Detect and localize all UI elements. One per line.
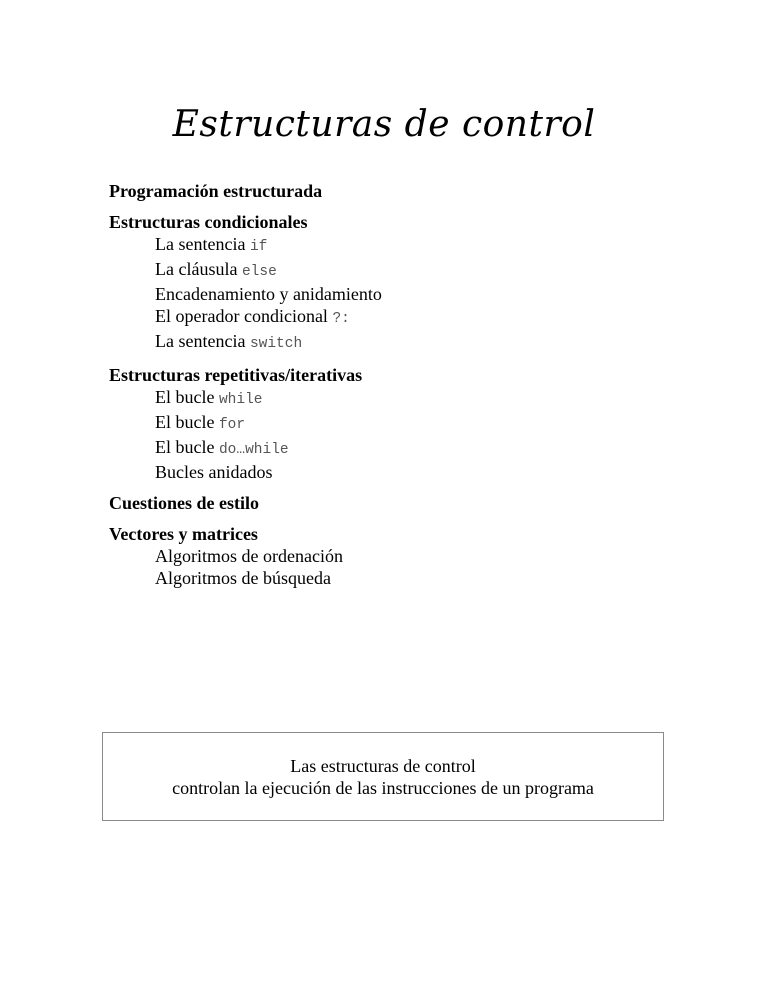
section-heading: Estructuras repetitivas/iterativas	[109, 365, 363, 385]
subtopic-text: El operador condicional	[155, 306, 333, 326]
code-keyword: while	[218, 392, 263, 408]
subtopic-item	[109, 436, 669, 461]
subtopic-text: La sentencia	[155, 331, 250, 351]
section-heading: Programación estructurada	[109, 181, 323, 201]
subtopic-item	[109, 305, 669, 330]
page-title: Estructuras de control	[172, 104, 596, 145]
code-keyword: switch	[249, 336, 303, 352]
code-keyword: for	[218, 417, 246, 433]
table-of-contents	[109, 180, 669, 598]
section-programacion-estructurada	[109, 180, 669, 202]
code-keyword: ?:	[332, 311, 350, 327]
note-line-1: Las estructuras de control	[290, 755, 476, 776]
subtopic-item	[109, 567, 669, 589]
subtopic-item	[109, 233, 669, 258]
subtopic-item	[109, 258, 669, 283]
subtopic-text: El bucle	[155, 387, 219, 407]
section-estructuras-repetitivas	[109, 364, 669, 483]
subtopic-text: La cláusula	[155, 259, 242, 279]
subtopic-list	[109, 545, 669, 589]
note-line-2: controlan la ejecución de las instrucciones de un programa	[172, 777, 594, 798]
section-cuestiones-de-estilo	[109, 492, 669, 514]
code-keyword: else	[241, 264, 277, 280]
subtopic-list	[109, 386, 669, 483]
subtopic-text: Algoritmos de búsqueda	[155, 568, 331, 588]
summary-note-box	[102, 732, 664, 821]
subtopic-text: El bucle	[155, 437, 219, 457]
subtopic-text: La sentencia	[155, 234, 250, 254]
section-heading: Estructuras condicionales	[109, 212, 308, 232]
subtopic-item	[109, 411, 669, 436]
subtopic-text: El bucle	[155, 412, 219, 432]
subtopic-item	[109, 386, 669, 411]
subtopic-item	[109, 545, 669, 567]
subtopic-text: Encadenamiento y anidamiento	[155, 284, 382, 304]
subtopic-list	[109, 233, 669, 355]
subtopic-item	[109, 461, 669, 483]
section-heading: Cuestiones de estilo	[109, 493, 259, 513]
code-keyword: if	[249, 239, 268, 255]
subtopic-item	[109, 330, 669, 355]
section-estructuras-condicionales	[109, 211, 669, 355]
code-keyword: do…while	[218, 442, 289, 458]
section-heading: Vectores y matrices	[109, 524, 258, 544]
subtopic-item	[109, 283, 669, 305]
subtopic-text: Bucles anidados	[155, 462, 273, 482]
section-vectores-y-matrices	[109, 523, 669, 589]
subtopic-text: Algoritmos de ordenación	[155, 546, 343, 566]
